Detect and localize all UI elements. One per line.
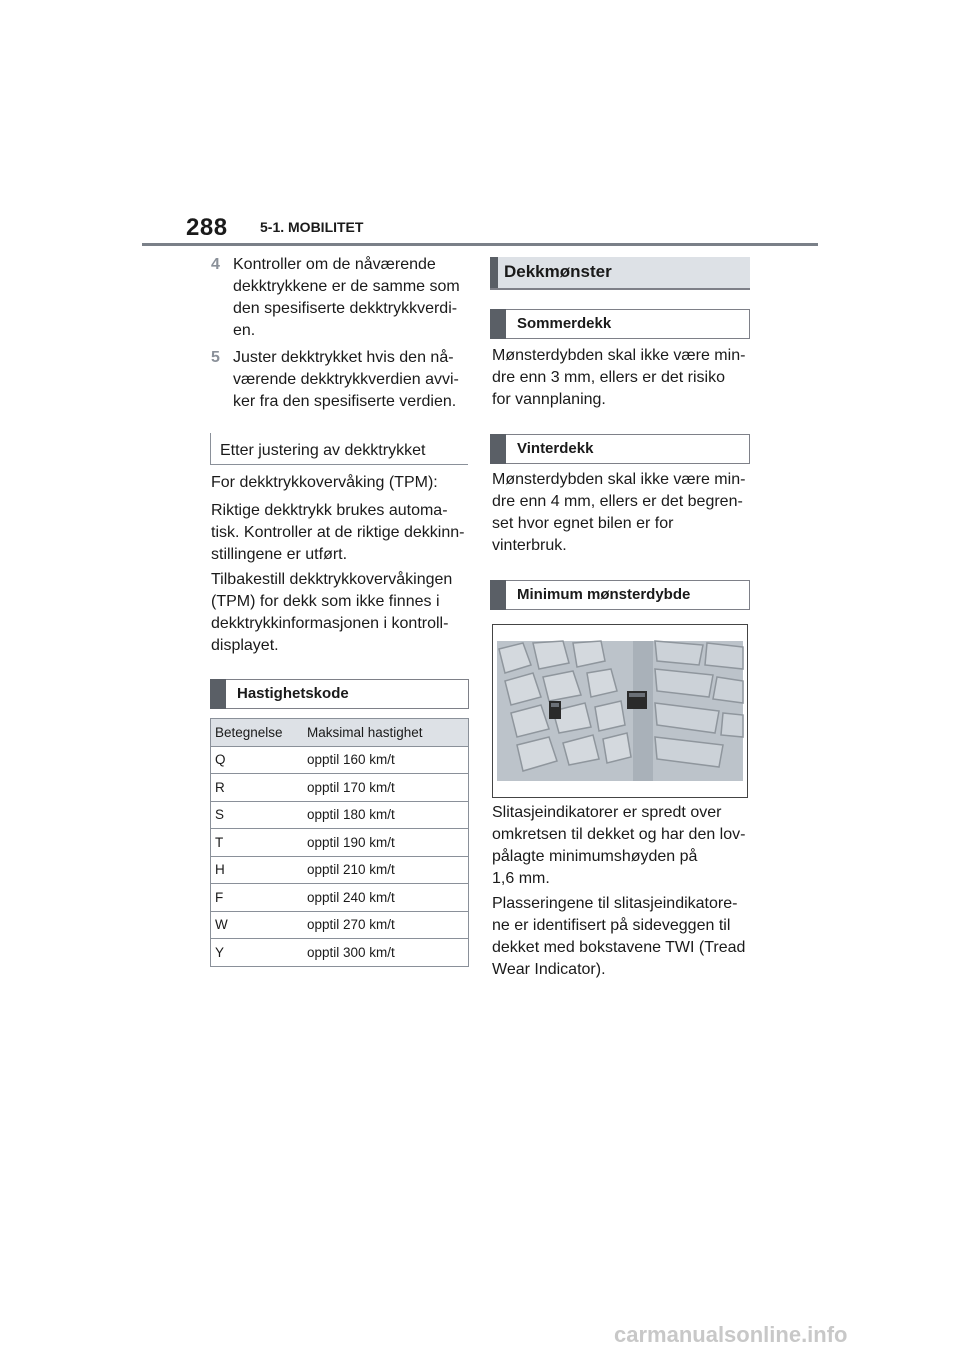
table-cell: W bbox=[211, 911, 304, 939]
summer-tire-heading-text: Sommerdekk bbox=[517, 315, 612, 332]
table-header-cell: Maksimal hastighet bbox=[303, 719, 469, 747]
step-4 bbox=[211, 254, 471, 342]
table-cell: H bbox=[211, 856, 304, 884]
auto-pressure-paragraph: Riktige dekktrykk brukes automa- tisk. Kontroller at de riktige dekkinn- stillingene er utført. bbox=[211, 502, 465, 563]
tread-pattern-heading-text: Dekkmønster bbox=[504, 262, 612, 281]
twi-paragraph-1: Slitasjeindikatorer er spredt over omkretsen til dekket og har den lov- pålagte minimumshøyden på 1,6 mm. bbox=[492, 804, 746, 887]
table-row bbox=[211, 911, 469, 939]
table-header-row bbox=[211, 719, 469, 747]
table-cell: opptil 270 km/t bbox=[303, 911, 469, 939]
table-cell: Y bbox=[211, 939, 304, 967]
header-rule bbox=[142, 243, 818, 246]
table-cell: opptil 180 km/t bbox=[303, 801, 469, 829]
speed-code-heading bbox=[210, 679, 469, 709]
tread-pattern-heading bbox=[490, 257, 750, 290]
tire-tread-illustration bbox=[492, 624, 748, 798]
table-row bbox=[211, 939, 469, 967]
table-cell: R bbox=[211, 774, 304, 802]
heading-bar bbox=[490, 257, 498, 288]
table-row bbox=[211, 829, 469, 857]
section-title: 5-1. MOBILITET bbox=[260, 219, 364, 235]
step-5 bbox=[211, 347, 471, 413]
watermark: carmanualsonline.info bbox=[614, 1322, 848, 1347]
table-cell: opptil 160 km/t bbox=[303, 746, 469, 774]
heading-bar bbox=[490, 580, 506, 610]
table-cell: opptil 190 km/t bbox=[303, 829, 469, 857]
table-cell: F bbox=[211, 884, 304, 912]
twi-paragraph-2: Plasseringene til slitasjeindikatore- ne er identifisert på sideveggen til dekket med bokstavene TWI (Tread Wear Indicator). bbox=[492, 895, 746, 978]
table-cell: opptil 300 km/t bbox=[303, 939, 469, 967]
table-cell: opptil 240 km/t bbox=[303, 884, 469, 912]
page-number: 288 bbox=[186, 214, 228, 241]
table-cell: opptil 170 km/t bbox=[303, 774, 469, 802]
heading-bar bbox=[490, 309, 506, 339]
table-row bbox=[211, 774, 469, 802]
table-cell: T bbox=[211, 829, 304, 857]
winter-tire-heading bbox=[490, 434, 750, 464]
tpm-paragraph: For dekktrykkovervåking (TPM): bbox=[211, 474, 438, 491]
tire-tread-image bbox=[493, 625, 747, 797]
table-row bbox=[211, 884, 469, 912]
heading-bar bbox=[210, 679, 226, 709]
table-row bbox=[211, 856, 469, 884]
speed-code-heading-text: Hastighetskode bbox=[237, 685, 349, 702]
summer-tire-text: Mønsterdybden skal ikke være min- dre enn 3 mm, ellers er det risiko for vannplaning. bbox=[492, 347, 746, 408]
summer-tire-heading bbox=[490, 309, 750, 339]
winter-tire-text: Mønsterdybden skal ikke være min- dre enn 4 mm, ellers er det begren- set hvor egnet bilen er for vinterbruk. bbox=[492, 471, 746, 554]
step-number: 5 bbox=[211, 349, 220, 366]
min-depth-heading-text: Minimum mønsterdybde bbox=[517, 586, 691, 603]
subheading-after-adjust: Etter justering av dekktrykket bbox=[210, 433, 468, 465]
table-header-cell: Betegnelse bbox=[211, 719, 304, 747]
step-text: Kontroller om de nåværende dekktrykkene er de samme som den spesifiserte dekktrykkverdi- en. bbox=[233, 256, 460, 339]
speed-code-table bbox=[210, 718, 469, 967]
table-cell: opptil 210 km/t bbox=[303, 856, 469, 884]
table-cell: S bbox=[211, 801, 304, 829]
table-row bbox=[211, 746, 469, 774]
winter-tire-heading-text: Vinterdekk bbox=[517, 440, 594, 457]
step-text: Juster dekktrykket hvis den nå- værende dekktrykkverdien avvi- ker fra den spesifiserte verdien. bbox=[233, 349, 459, 410]
table-cell: Q bbox=[211, 746, 304, 774]
step-number: 4 bbox=[211, 256, 220, 273]
min-depth-heading bbox=[490, 580, 750, 610]
heading-bar bbox=[490, 434, 506, 464]
reset-tpm-paragraph: Tilbakestill dekktrykkovervåkingen (TPM) for dekk som ikke finnes i dekktrykkinformasjonen i kontroll- displayet. bbox=[211, 571, 453, 654]
table-row bbox=[211, 801, 469, 829]
